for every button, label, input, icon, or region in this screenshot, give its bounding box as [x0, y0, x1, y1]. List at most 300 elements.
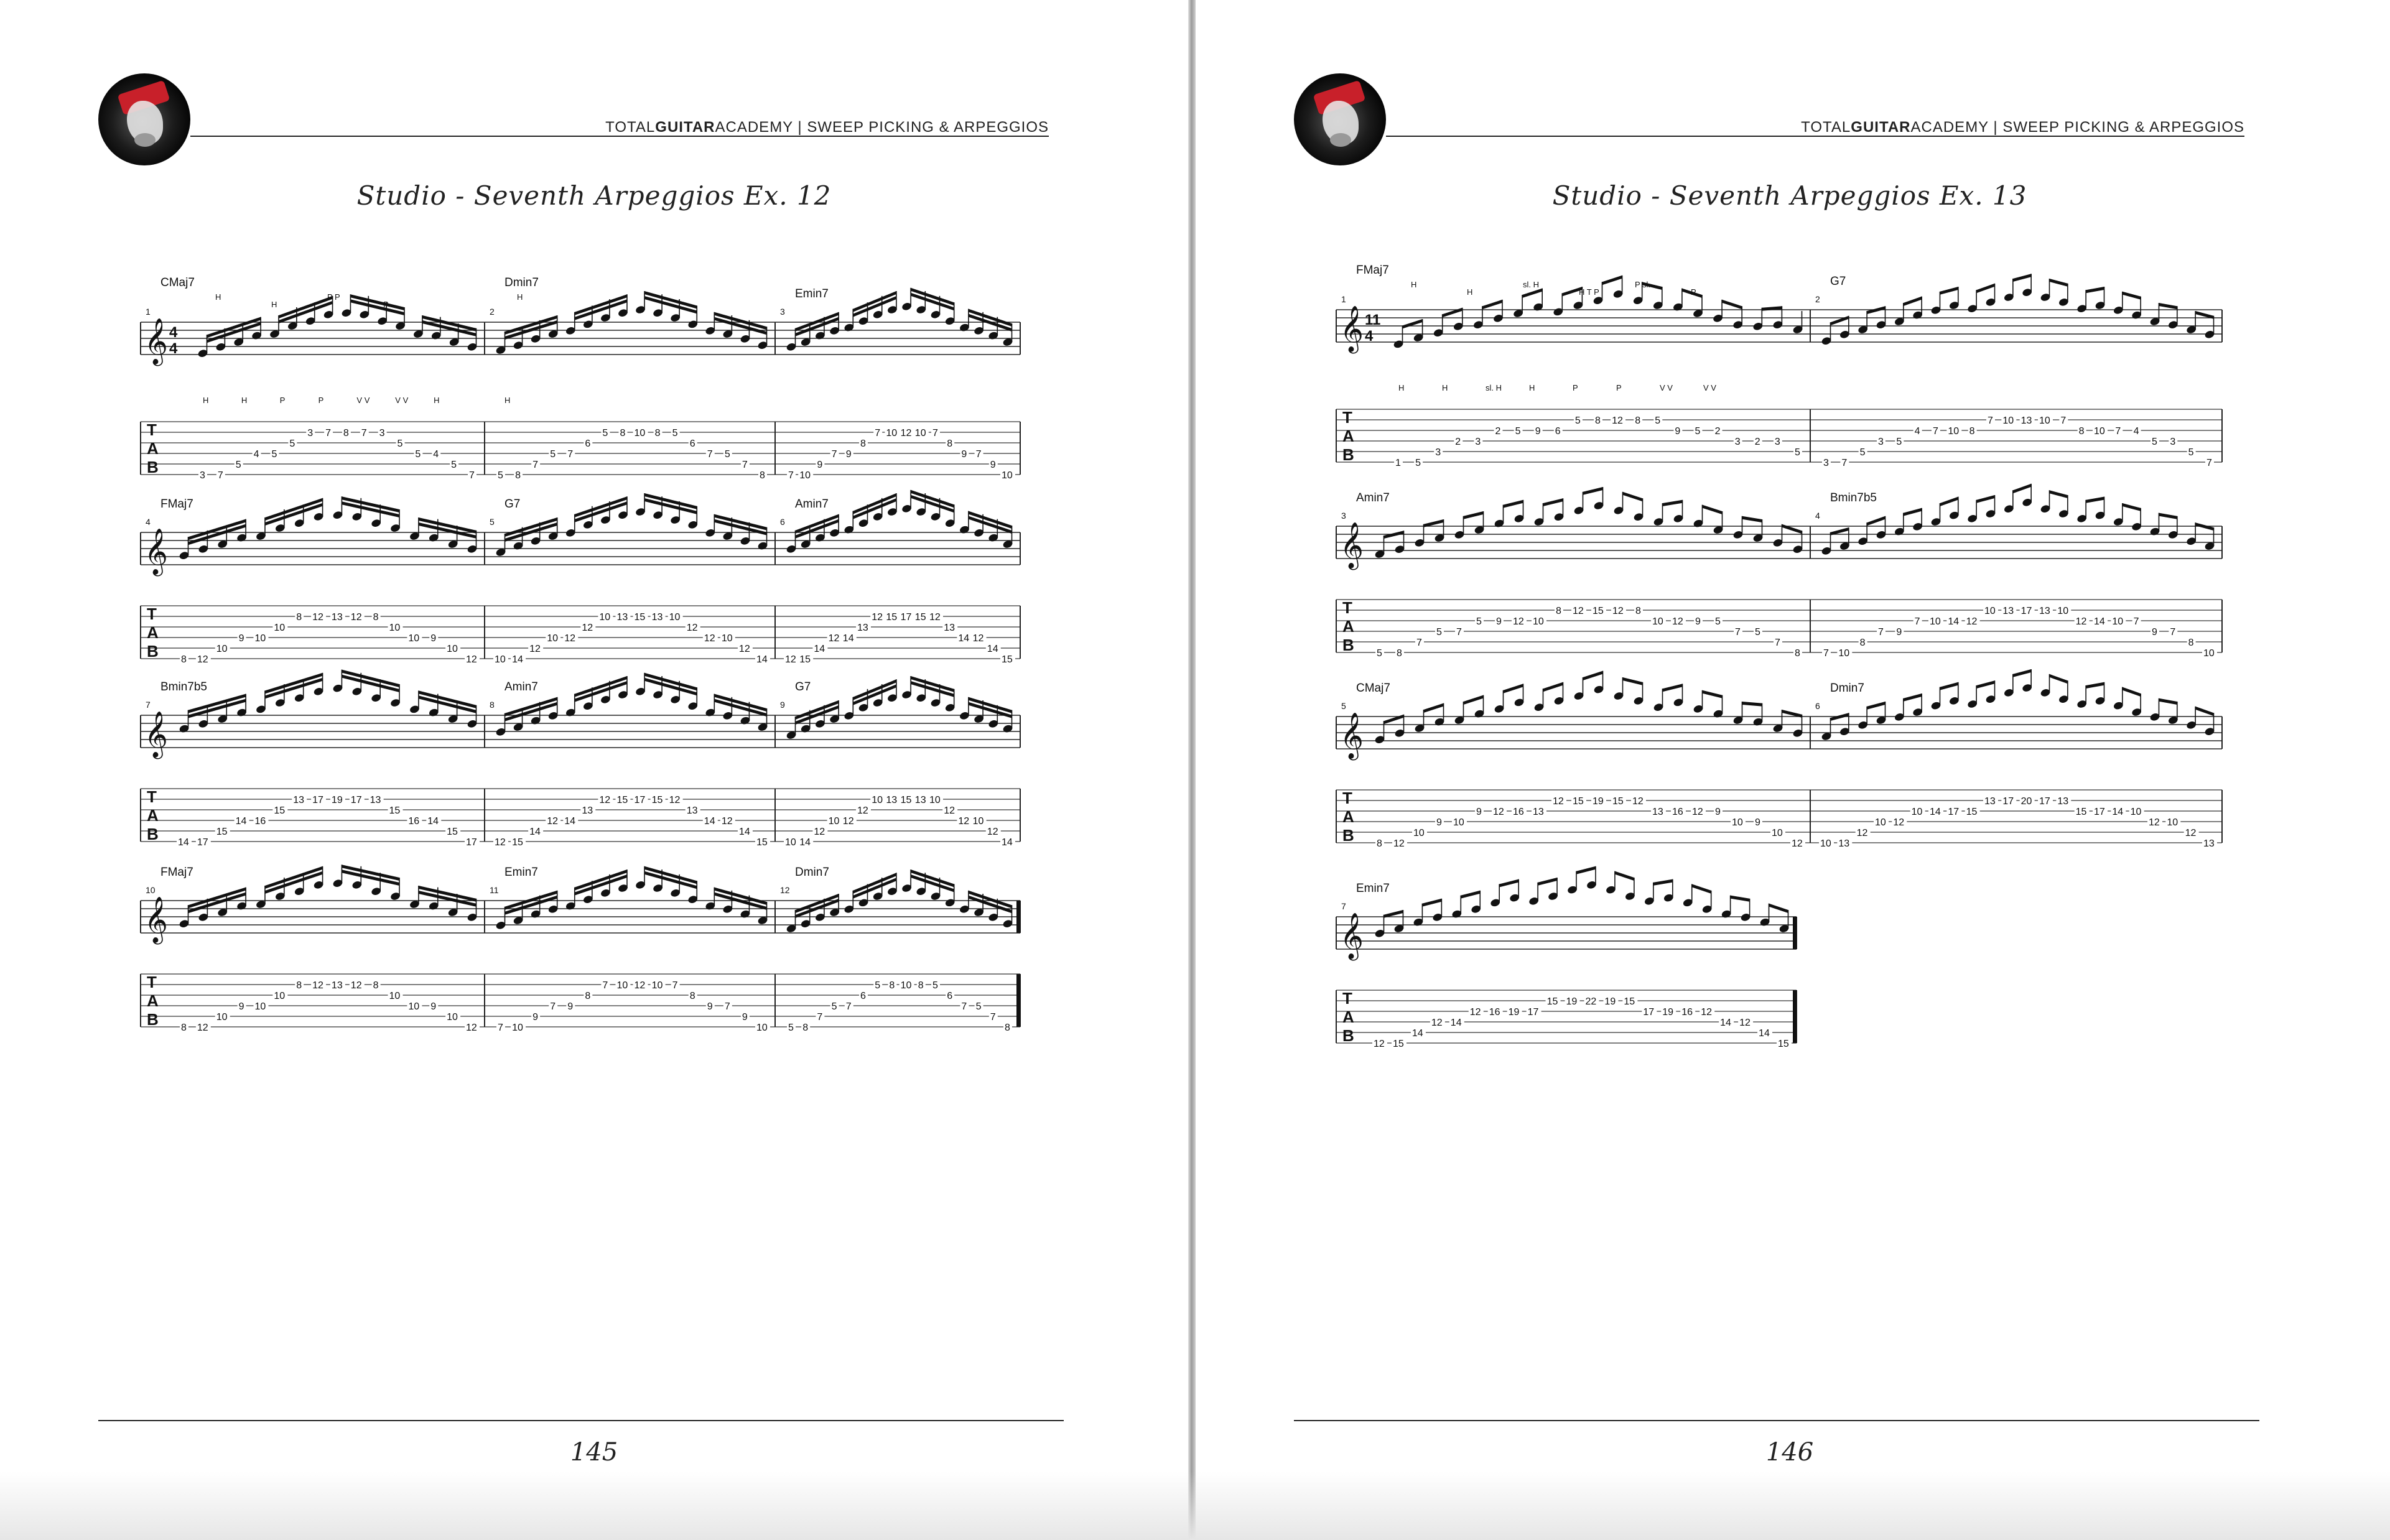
tab-fret-number: 12 — [1672, 616, 1683, 627]
tab-fret-number: 7 — [788, 470, 794, 481]
tab-fret-number: 5 — [2188, 447, 2194, 458]
tab-fret-number: 12 — [1893, 817, 1905, 828]
tab-fret-number: 4 — [433, 449, 439, 460]
tab-fret-number: 14 — [178, 837, 189, 848]
measure-8 — [490, 673, 775, 848]
beam — [1623, 492, 1643, 501]
measure-number: 2 — [490, 307, 495, 317]
tab-fret-number: 10 — [1533, 616, 1544, 627]
tab-fret-number: 12 — [1374, 1039, 1385, 1049]
tab-fret-number: 20 — [2020, 796, 2032, 807]
tab-fret-number: 2 — [1455, 437, 1461, 447]
beam — [2123, 687, 2141, 697]
tab-fret-number: 5 — [1755, 627, 1760, 638]
beam — [1623, 677, 1643, 685]
measure-number: 6 — [1815, 701, 1820, 711]
technique-mark-below: P — [1573, 383, 1578, 392]
tab-fret-number: 5 — [788, 1023, 794, 1033]
treble-clef-icon: 𝄞 — [1340, 713, 1364, 758]
tab-fret-number: 7 — [932, 428, 938, 438]
beam — [2050, 490, 2068, 498]
tab-fret-number: 10 — [828, 816, 840, 827]
tab-fret-number: 3 — [1823, 458, 1829, 468]
tab-fret-number: 12 — [929, 612, 941, 623]
tab-fret-number: 15 — [1573, 796, 1584, 807]
technique-mark-above: P — [383, 300, 389, 309]
tab-fret-number: 19 — [331, 795, 343, 805]
tab-fret-number: 8 — [689, 991, 695, 1001]
beam — [1653, 879, 1673, 886]
chord-symbol: Amin7 — [505, 680, 538, 693]
tab-fret-number: 8 — [296, 980, 302, 991]
tab-fret-number: 10 — [216, 1012, 228, 1023]
tab-clef-a: A — [147, 991, 159, 1010]
tab-fret-number: 12 — [634, 980, 646, 991]
tab-fret-number: 9 — [238, 633, 244, 644]
time-signature-top: 4 — [169, 324, 178, 341]
tab-fret-number: 10 — [756, 1023, 768, 1033]
tab-fret-number: 10 — [1838, 648, 1850, 659]
tab-fret-number: 10 — [721, 633, 733, 644]
measure-6 — [1815, 669, 2222, 849]
tab-fret-number: 8 — [860, 438, 866, 449]
chord-symbol: Dmin7 — [505, 276, 539, 289]
beam — [2050, 279, 2068, 287]
tab-clef-b: B — [1342, 636, 1354, 654]
tab-fret-number: 5 — [1715, 616, 1721, 627]
note-group — [1374, 487, 1803, 559]
beam — [265, 871, 323, 894]
tab-fret-number: 14 — [1759, 1028, 1770, 1039]
tab-fret-number: 10 — [872, 795, 883, 805]
chord-symbol: G7 — [795, 680, 811, 693]
tab-fret-number: 15 — [914, 612, 926, 623]
tab-fret-number: 13 — [331, 612, 343, 623]
tab-fret-number: 9 — [238, 1001, 244, 1012]
tab-fret-number: 12 — [1692, 807, 1703, 817]
beam — [1867, 702, 1885, 710]
final-barline — [1016, 974, 1020, 1027]
tab-fret-number: 9 — [1436, 817, 1442, 828]
tab-fret-number: 12 — [669, 795, 681, 805]
tab-fret-number: 5 — [1476, 616, 1482, 627]
tab-fret-number: 8 — [1556, 606, 1561, 616]
tab-fret-number: 8 — [889, 980, 895, 991]
tab-fret-number: 7 — [707, 449, 713, 460]
tab-clef-t: T — [1342, 989, 1352, 1008]
tab-fret-number: 12 — [350, 980, 362, 991]
technique-mark-above: P sl. — [1635, 280, 1651, 289]
tab-fret-number: 14 — [1948, 616, 1960, 627]
tab-fret-number: 15 — [2075, 807, 2087, 817]
beam — [1443, 308, 1462, 317]
page-shadow — [0, 1472, 2390, 1540]
measure-number: 2 — [1815, 294, 1820, 304]
tab-fret-number: 7 — [567, 449, 574, 460]
beam — [2086, 287, 2104, 293]
tab-fret-number: 13 — [616, 612, 628, 623]
tab-fret-number: 12 — [1612, 606, 1624, 616]
tab-fret-number: 8 — [373, 612, 379, 623]
measure-5 — [1341, 671, 1810, 849]
tab-fret-number: 12 — [2185, 828, 2197, 838]
tab-clef-t: T — [147, 973, 157, 991]
technique-mark-below: V V — [1660, 383, 1673, 392]
tab-fret-number: 2 — [1495, 426, 1501, 437]
tab-fret-number: 3 — [1475, 437, 1481, 447]
tab-fret-number: 10 — [2112, 616, 2124, 627]
tab-fret-number: 7 — [2170, 627, 2176, 638]
tab-fret-number: 14 — [564, 816, 576, 827]
tab-fret-number: 5 — [932, 980, 938, 991]
tab-fret-number: 19 — [1593, 796, 1604, 807]
tab-fret-number: 7 — [2206, 458, 2212, 468]
beam — [1576, 866, 1596, 874]
tab-fret-number: 8 — [802, 1023, 809, 1033]
tab-fret-number: 12 — [495, 837, 506, 848]
measure-number: 3 — [780, 307, 785, 317]
note-group — [1821, 669, 2215, 741]
tab-fret-number: 14 — [756, 654, 768, 665]
chord-symbol: Dmin7 — [795, 866, 829, 879]
tab-fret-number: 10 — [1911, 807, 1923, 817]
tab-fret-number: 14 — [235, 816, 247, 827]
tab-fret-number: 12 — [564, 633, 576, 644]
tab-fret-number: 7 — [2133, 616, 2139, 627]
tab-fret-number: 12 — [987, 827, 998, 837]
tab-fret-number: 7 — [1456, 627, 1462, 638]
beam — [1615, 871, 1634, 881]
beam — [1703, 690, 1723, 698]
tab-fret-number: 10 — [900, 980, 912, 991]
measure-number: 4 — [146, 517, 151, 527]
beam — [1482, 300, 1502, 309]
tab-fret-number: 6 — [585, 438, 591, 449]
beam — [1522, 289, 1542, 298]
technique-mark-above: P — [1691, 287, 1696, 297]
tab-fret-number: 17 — [350, 795, 362, 805]
tab-fret-number: 5 — [1695, 426, 1701, 437]
tab-fret-number: 5 — [1655, 415, 1661, 426]
tab-fret-number: 15 — [1778, 1039, 1789, 1049]
tab-fret-number: 14 — [1720, 1018, 1731, 1028]
tab-fret-number: 7 — [469, 470, 475, 481]
chord-symbol: FMaj7 — [160, 498, 193, 511]
note-group — [1374, 866, 1790, 939]
beam — [1583, 671, 1603, 680]
technique-mark-above: H — [271, 300, 277, 309]
tab-fret-number: 10 — [2203, 648, 2215, 659]
tab-fret-number: 12 — [1612, 415, 1623, 426]
tab-fret-number: 2 — [1714, 426, 1721, 437]
tab-fret-number: 14 — [512, 654, 523, 665]
beam — [1583, 487, 1603, 495]
tab-fret-number: 10 — [1732, 817, 1743, 828]
tab-fret-number: 13 — [651, 612, 663, 623]
tab-fret-number: 10 — [1948, 426, 1960, 437]
beam — [1976, 495, 1994, 503]
final-barline — [1793, 917, 1797, 949]
tab-fret-number: 9 — [845, 449, 852, 460]
treble-clef-icon: 𝄞 — [1340, 522, 1364, 567]
measure-2 — [1815, 274, 2222, 468]
beam — [1403, 319, 1423, 328]
tab-fret-number: 16 — [1489, 1007, 1500, 1018]
tab-fret-number: 12 — [312, 612, 323, 623]
tab-fret-number: 7 — [2060, 415, 2067, 426]
system-3 — [1336, 669, 2222, 849]
tab-fret-number: 10 — [1772, 828, 1783, 838]
tab-clef-b: B — [1342, 445, 1354, 464]
system-4 — [141, 865, 1020, 1033]
tab-fret-number: 17 — [312, 795, 323, 805]
beam — [1742, 516, 1762, 522]
running-header: TOTALGUITARACADEMY | SWEEP PICKING & ARPEGGIOS — [1801, 119, 2244, 136]
tab-fret-number: 10 — [669, 612, 681, 623]
system-3 — [141, 670, 1020, 848]
beam — [1461, 891, 1480, 899]
tab-fret-number: 8 — [181, 654, 187, 665]
tab-fret-number: 8 — [947, 438, 953, 449]
tab-fret-number: 14 — [1930, 807, 1941, 817]
tab-fret-number: 15 — [799, 654, 811, 665]
tab-fret-number: 5 — [1436, 627, 1442, 638]
tab-fret-number: 8 — [585, 991, 591, 1001]
tab-fret-number: 8 — [1969, 426, 1975, 437]
tab-fret-number: 10 — [616, 980, 628, 991]
chord-symbol: Amin7 — [1356, 491, 1390, 504]
tab-fret-number: 8 — [343, 428, 349, 438]
tab-fret-number: 14 — [427, 816, 439, 827]
tab-fret-number: 14 — [738, 827, 750, 837]
beam — [1782, 524, 1802, 534]
beam — [2195, 707, 2213, 716]
tab-fret-number: 12 — [529, 644, 541, 654]
technique-mark-below: H — [1529, 383, 1535, 392]
tab-fret-number: 8 — [2188, 638, 2194, 648]
exercise-title: Studio - Seventh Arpeggios Ex. 13 — [1552, 180, 2027, 211]
tab-fret-number: 9 — [1896, 627, 1902, 638]
beam — [1904, 693, 1922, 702]
tab-fret-number: 3 — [307, 428, 314, 438]
tab-fret-number: 7 — [532, 460, 539, 470]
tab-fret-number: 15 — [634, 612, 646, 623]
tab-fret-number: 7 — [1933, 426, 1938, 437]
technique-mark-below: V V — [356, 396, 370, 405]
tab-fret-number: 15 — [1002, 654, 1013, 665]
tab-fret-number: 8 — [654, 428, 661, 438]
tab-fret-number: 14 — [814, 644, 825, 654]
tab-fret-number: 15 — [651, 795, 663, 805]
tab-fret-number: 12 — [582, 623, 593, 633]
tab-fret-number: 17 — [634, 795, 646, 805]
tab-fret-number: 15 — [1546, 996, 1558, 1007]
tab-fret-number: 8 — [373, 980, 379, 991]
tab-fret-number: 10 — [447, 644, 458, 654]
tab-fret-number: 9 — [1755, 817, 1760, 828]
beam — [1742, 702, 1762, 707]
tab-fret-number: 5 — [672, 428, 678, 438]
tab-fret-number: 17 — [900, 612, 912, 623]
beam — [2013, 274, 2031, 282]
tab-fret-number: 12 — [721, 816, 733, 827]
tab-fret-number: 17 — [466, 837, 477, 848]
tab-fret-number: 14 — [529, 827, 541, 837]
beam — [1976, 680, 1994, 689]
tab-fret-number: 12 — [312, 980, 323, 991]
tab-fret-number: 12 — [1966, 616, 1978, 627]
measure-number: 8 — [490, 700, 495, 710]
tab-fret-number: 10 — [2094, 426, 2105, 437]
tab-fret-number: 10 — [1002, 470, 1013, 481]
tab-clef-b: B — [147, 458, 159, 476]
measure-number: 1 — [146, 307, 151, 317]
tab-fret-number: 5 — [831, 1001, 837, 1012]
tab-fret-number: 10 — [599, 612, 611, 623]
tab-fret-number: 10 — [1984, 606, 1996, 616]
tab-fret-number: 5 — [1415, 458, 1421, 468]
final-barline — [1016, 901, 1020, 933]
tab-fret-number: 12 — [857, 805, 868, 816]
technique-mark-below: P — [318, 396, 324, 405]
beam — [1499, 879, 1518, 888]
tab-fret-number: 10 — [634, 428, 646, 438]
tab-fret-number: 5 — [975, 1001, 982, 1012]
tab-fret-number: 12 — [197, 1023, 208, 1033]
tab-fret-number: 19 — [1508, 1007, 1520, 1018]
tab-fret-number: 3 — [1774, 437, 1780, 447]
beam — [2050, 674, 2068, 684]
tab-fret-number: 9 — [1715, 807, 1721, 817]
footer-rule — [1294, 1420, 2259, 1421]
tab-fret-number: 10 — [274, 991, 286, 1001]
beam — [1543, 498, 1563, 506]
tab-fret-number: 5 — [271, 449, 277, 460]
tab-fret-number: 8 — [1595, 415, 1601, 426]
treble-clef-icon: 𝄞 — [144, 318, 168, 363]
tab-fret-number: 12 — [1632, 796, 1644, 807]
tab-fret-number: 10 — [2057, 606, 2069, 616]
tab-fret-number: 5 — [451, 460, 457, 470]
tab-fret-number: 12 — [1573, 606, 1584, 616]
tab-fret-number: 13 — [1984, 796, 1996, 807]
tab-fret-number: 4 — [1914, 426, 1920, 437]
tab-fret-number: 14 — [1002, 837, 1013, 848]
tab-fret-number: 15 — [216, 827, 228, 837]
tab-fret-number: 10 — [495, 654, 506, 665]
tab-clef-t: T — [147, 787, 157, 806]
tab-fret-number: 8 — [1795, 648, 1800, 659]
tab-fret-number: 9 — [742, 1012, 748, 1023]
tab-fret-number: 14 — [2094, 616, 2105, 627]
beam — [2123, 503, 2141, 511]
tab-fret-number: 2 — [1754, 437, 1760, 447]
tab-fret-number: 15 — [1392, 1039, 1404, 1049]
treble-clef-icon: 𝄞 — [144, 897, 168, 942]
tab-fret-number: 3 — [379, 428, 385, 438]
tab-fret-number: 12 — [466, 1023, 477, 1033]
page-146 — [1196, 0, 2384, 1540]
tab-fret-number: 15 — [616, 795, 628, 805]
measure-number: 5 — [1341, 701, 1346, 711]
beam — [2123, 292, 2141, 300]
beam — [1940, 287, 1958, 295]
tab-fret-number: 9 — [1496, 616, 1502, 627]
tab-fret-number: 12 — [814, 827, 825, 837]
tab-clef-a: A — [147, 623, 159, 642]
beam — [1424, 703, 1444, 713]
chord-symbol: Bmin7b5 — [1830, 491, 1877, 504]
chord-symbol: CMaj7 — [1356, 682, 1390, 695]
measure-1 — [146, 276, 485, 481]
tab-fret-number: 15 — [900, 795, 912, 805]
beam — [2013, 669, 2031, 677]
beam — [1867, 516, 1885, 526]
tab-fret-number: 10 — [1875, 817, 1886, 828]
tab-fret-number: 13 — [2020, 415, 2032, 426]
tab-fret-number: 8 — [1635, 415, 1641, 426]
note-group — [197, 294, 478, 358]
tab-clef-a: A — [147, 806, 159, 825]
chord-symbol: G7 — [1830, 275, 1846, 288]
tab-fret-number: 13 — [331, 980, 343, 991]
treble-clef-icon: 𝄞 — [1340, 306, 1364, 351]
tab-fret-number: 10 — [216, 644, 228, 654]
tab-fret-number: 13 — [2203, 838, 2215, 849]
tab-fret-number: 14 — [1411, 1028, 1423, 1039]
tab-fret-number: 15 — [389, 805, 401, 816]
beam — [1602, 276, 1622, 285]
measure-4 — [1815, 484, 2222, 659]
measure-6 — [780, 490, 1020, 665]
tab-clef-a: A — [147, 439, 159, 458]
note-group — [1821, 484, 2215, 556]
time-signature-top: 11 — [1365, 312, 1381, 328]
technique-mark-below: H — [1398, 383, 1405, 392]
tab-fret-number: 10 — [274, 623, 286, 633]
beam — [265, 498, 323, 521]
tab-fret-number: 14 — [2112, 807, 2124, 817]
tab-fret-number: 3 — [1734, 437, 1741, 447]
footer-rule — [98, 1420, 1064, 1421]
tab-fret-number: 7 — [550, 1001, 556, 1012]
technique-mark-above: H — [517, 292, 523, 302]
beam — [279, 301, 333, 323]
chord-symbol: Emin7 — [505, 866, 538, 879]
tab-fret-number: 7 — [1914, 616, 1920, 627]
tab-fret-number: 12 — [1493, 807, 1504, 817]
beam — [265, 503, 323, 526]
tab-fret-number: 12 — [2075, 616, 2087, 627]
tab-fret-number: 7 — [1775, 638, 1780, 648]
tab-fret-number: 13 — [2002, 606, 2014, 616]
tab-fret-number: 9 — [430, 1001, 437, 1012]
measure-4 — [146, 496, 485, 665]
beam — [1504, 500, 1523, 508]
chord-symbol: Emin7 — [795, 287, 829, 300]
tab-fret-number: 15 — [447, 827, 458, 837]
tab-fret-number: 12 — [197, 654, 208, 665]
tab-fret-number: 9 — [990, 460, 996, 470]
technique-mark-below: P — [1616, 383, 1622, 392]
system-2 — [1336, 484, 2222, 659]
tab-fret-number: 17 — [2094, 807, 2105, 817]
measure-10 — [146, 865, 485, 1033]
tab-fret-number: 1 — [1395, 458, 1401, 468]
measure-7 — [146, 670, 485, 848]
tab-fret-number: 5 — [724, 449, 730, 460]
tab-clef-t: T — [1342, 408, 1352, 427]
